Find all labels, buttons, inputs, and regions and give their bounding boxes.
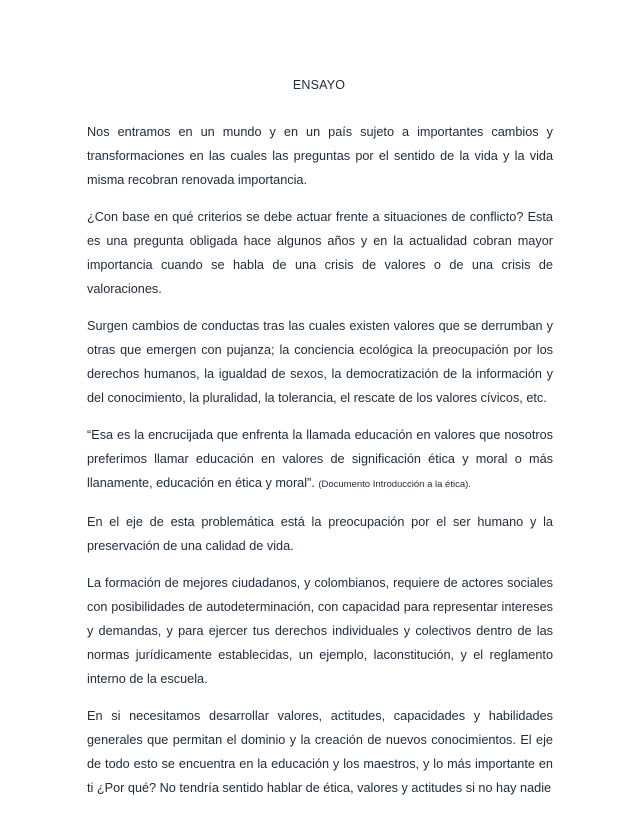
- paragraph-1: Nos entramos en un mundo y en un país sujeto a importantes cambios y transformaciones en las cuales las preguntas por el sentido de la vida y la vida misma recobran renovada importancia.: [87, 125, 553, 187]
- paragraph-4: [87, 423, 553, 497]
- paragraph-6: La formación de mejores ciudadanos, y colombianos, requiere de actores sociales con posibilidades de autodeterminación, con capacidad para representar intereses y demandas, y para ejercer tus derechos individuales y colectivos dentro de las normas jurídicamente establecidas, un ejemplo, laconstitución, y el reglamento interno de la escuela.: [87, 576, 553, 686]
- document-body: [87, 120, 553, 813]
- paragraph-7: En si necesitamos desarrollar valores, actitudes, capacidades y habilidades generales que permitan el dominio y la creación de nuevos conocimientos. El eje de todo esto se encuentra en la educación y los maestros, y lo más importante en ti ¿Por qué? No tendría sentido hablar de ética, valores y actitudes si no hay nadie: [87, 709, 553, 795]
- paragraph-5: En el eje de esta problemática está la preocupación por el ser humano y la preservación de una calidad de vida.: [87, 515, 553, 553]
- paragraph-3: Surgen cambios de conductas tras las cuales existen valores que se derrumban y otras que emergen con pujanza; la conciencia ecológica la preocupación por los derechos humanos, la igualdad de sexos, la democratización de la información y del conocimiento, la pluralidad, la tolerancia, el rescate de los valores cívicos, etc.: [87, 319, 553, 405]
- quote-text: “Esa es la encrucijada que enfrenta la llamada educación en valores que nosotros preferimos llamar educación en valores de significación ética y moral o más llanamente, educación en ética y moral”.: [87, 428, 553, 490]
- document-title: ENSAYO: [292, 78, 346, 92]
- citation: (Documento Introducción a la ética).: [318, 479, 471, 490]
- paragraph-2: ¿Con base en qué criterios se debe actuar frente a situaciones de conflicto? Esta es una pregunta obligada hace algunos años y en la actualidad cobran mayor importancia cuando se habla de una crisis de valores o de una crisis de valoraciones.: [87, 210, 553, 296]
